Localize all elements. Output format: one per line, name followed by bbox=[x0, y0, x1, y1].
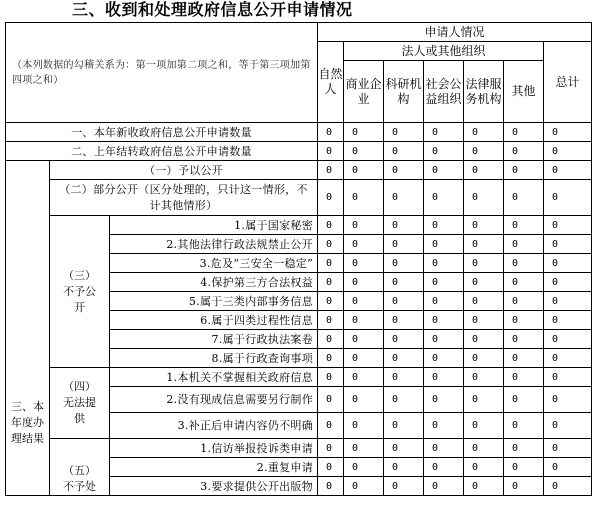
value-cell: 0 bbox=[464, 413, 504, 439]
value-cell: 0 bbox=[424, 142, 464, 161]
value-cell: 0 bbox=[318, 387, 344, 413]
total-header: 总计 bbox=[544, 42, 592, 123]
value-cell: 0 bbox=[424, 273, 464, 292]
value-cell: 0 bbox=[384, 161, 424, 180]
value-cell: 0 bbox=[318, 142, 344, 161]
value-cell: 0 bbox=[318, 273, 344, 292]
row-label: 1.信访举报投诉类申请 bbox=[110, 439, 318, 458]
value-cell: 0 bbox=[504, 439, 544, 458]
value-cell: 0 bbox=[464, 311, 504, 330]
row-label: 一、本年新收政府信息公开申请数量 bbox=[6, 123, 318, 142]
value-cell: 0 bbox=[318, 349, 344, 368]
value-cell: 0 bbox=[384, 216, 424, 235]
value-cell: 0 bbox=[544, 387, 592, 413]
table-row bbox=[6, 439, 592, 458]
value-cell: 0 bbox=[504, 142, 544, 161]
table-row bbox=[6, 180, 592, 216]
value-cell: 0 bbox=[424, 439, 464, 458]
value-cell: 0 bbox=[424, 254, 464, 273]
table-row bbox=[6, 142, 592, 161]
value-cell: 0 bbox=[318, 368, 344, 387]
row-label: 6.属于四类过程性信息 bbox=[110, 311, 318, 330]
info-disclosure-table bbox=[5, 22, 592, 496]
value-cell: 0 bbox=[318, 216, 344, 235]
value-cell: 0 bbox=[384, 254, 424, 273]
value-cell: 0 bbox=[544, 292, 592, 311]
value-cell: 0 bbox=[344, 477, 384, 496]
legal-org-header: 法人或其他组织 bbox=[344, 42, 544, 61]
research-header: 科研机构 bbox=[384, 61, 424, 123]
value-cell: 0 bbox=[504, 180, 544, 216]
value-cell: 0 bbox=[344, 123, 384, 142]
row-label: 二、上年结转政府信息公开申请数量 bbox=[6, 142, 318, 161]
value-cell: 0 bbox=[344, 254, 384, 273]
value-cell: 0 bbox=[384, 273, 424, 292]
value-cell: 0 bbox=[424, 387, 464, 413]
value-cell: 0 bbox=[318, 292, 344, 311]
value-cell: 0 bbox=[544, 477, 592, 496]
row-label: 5.属于三类内部事务信息 bbox=[110, 292, 318, 311]
value-cell: 0 bbox=[544, 123, 592, 142]
value-cell: 0 bbox=[344, 311, 384, 330]
value-cell: 0 bbox=[544, 368, 592, 387]
value-cell: 0 bbox=[318, 330, 344, 349]
value-cell: 0 bbox=[464, 349, 504, 368]
value-cell: 0 bbox=[344, 458, 384, 477]
value-cell: 0 bbox=[464, 273, 504, 292]
section-title: 三、收到和处理政府信息公开申请情况 bbox=[72, 0, 353, 19]
value-cell: 0 bbox=[344, 161, 384, 180]
value-cell: 0 bbox=[504, 292, 544, 311]
value-cell: 0 bbox=[384, 387, 424, 413]
value-cell: 0 bbox=[344, 387, 384, 413]
value-cell: 0 bbox=[544, 254, 592, 273]
value-cell: 0 bbox=[424, 330, 464, 349]
value-cell: 0 bbox=[464, 330, 504, 349]
value-cell: 0 bbox=[344, 349, 384, 368]
value-cell: 0 bbox=[344, 273, 384, 292]
value-cell: 0 bbox=[344, 180, 384, 216]
value-cell: 0 bbox=[424, 368, 464, 387]
row-label: 2.其他法律行政法规禁止公开 bbox=[110, 235, 318, 254]
public-welfare-header: 社会公益组织 bbox=[424, 61, 464, 123]
value-cell: 0 bbox=[344, 368, 384, 387]
table-row bbox=[6, 216, 592, 235]
other-header: 其他 bbox=[504, 61, 544, 123]
value-cell: 0 bbox=[464, 368, 504, 387]
value-cell: 0 bbox=[544, 330, 592, 349]
value-cell: 0 bbox=[504, 216, 544, 235]
value-cell: 0 bbox=[424, 477, 464, 496]
natural-person-header: 自然人 bbox=[318, 42, 344, 123]
value-cell: 0 bbox=[544, 142, 592, 161]
value-cell: 0 bbox=[464, 477, 504, 496]
value-cell: 0 bbox=[384, 413, 424, 439]
value-cell: 0 bbox=[464, 161, 504, 180]
value-cell: 0 bbox=[318, 180, 344, 216]
value-cell: 0 bbox=[344, 216, 384, 235]
value-cell: 0 bbox=[504, 368, 544, 387]
value-cell: 0 bbox=[464, 458, 504, 477]
value-cell: 0 bbox=[424, 123, 464, 142]
value-cell: 0 bbox=[464, 254, 504, 273]
value-cell: 0 bbox=[344, 235, 384, 254]
row-label: 3.危及“三安全一稳定” bbox=[110, 254, 318, 273]
value-cell: 0 bbox=[424, 161, 464, 180]
value-cell: 0 bbox=[384, 368, 424, 387]
value-cell: 0 bbox=[344, 413, 384, 439]
row-label: 7.属于行政执法案卷 bbox=[110, 330, 318, 349]
value-cell: 0 bbox=[424, 458, 464, 477]
row-label: 3.要求提供公开出版物 bbox=[110, 477, 318, 496]
value-cell: 0 bbox=[424, 311, 464, 330]
value-cell: 0 bbox=[384, 180, 424, 216]
row-label: （二）部分公开（区分处理的，只计这一情形，不计其他情形） bbox=[50, 180, 318, 216]
value-cell: 0 bbox=[464, 387, 504, 413]
row-label: 2.没有现成信息需要另行制作 bbox=[110, 387, 318, 413]
value-cell: 0 bbox=[424, 235, 464, 254]
table-row bbox=[6, 161, 592, 180]
value-cell: 0 bbox=[544, 273, 592, 292]
category-not-disclosed: （三）不予公开 bbox=[50, 216, 110, 368]
value-cell: 0 bbox=[544, 216, 592, 235]
section-three-label: 三、本年度办理结果 bbox=[6, 161, 50, 496]
value-cell: 0 bbox=[504, 330, 544, 349]
value-cell: 0 bbox=[464, 142, 504, 161]
value-cell: 0 bbox=[318, 311, 344, 330]
row-label: 4.保护第三方合法权益 bbox=[110, 273, 318, 292]
value-cell: 0 bbox=[504, 458, 544, 477]
value-cell: 0 bbox=[344, 142, 384, 161]
value-cell: 0 bbox=[544, 439, 592, 458]
legal-service-header: 法律服务机构 bbox=[464, 61, 504, 123]
value-cell: 0 bbox=[424, 349, 464, 368]
applicant-header: 申请人情况 bbox=[318, 23, 592, 42]
row-label: 8.属于行政查询事项 bbox=[110, 349, 318, 368]
row-label: 2.重复申请 bbox=[110, 458, 318, 477]
row-label: 1.属于国家秘密 bbox=[110, 216, 318, 235]
value-cell: 0 bbox=[384, 123, 424, 142]
category-cannot-provide: （四）无法提供 bbox=[50, 368, 110, 439]
value-cell: 0 bbox=[318, 458, 344, 477]
value-cell: 0 bbox=[424, 216, 464, 235]
value-cell: 0 bbox=[318, 123, 344, 142]
value-cell: 0 bbox=[344, 292, 384, 311]
value-cell: 0 bbox=[384, 458, 424, 477]
value-cell: 0 bbox=[504, 477, 544, 496]
value-cell: 0 bbox=[384, 477, 424, 496]
value-cell: 0 bbox=[344, 439, 384, 458]
value-cell: 0 bbox=[464, 292, 504, 311]
value-cell: 0 bbox=[544, 349, 592, 368]
value-cell: 0 bbox=[504, 235, 544, 254]
value-cell: 0 bbox=[544, 311, 592, 330]
table-row bbox=[6, 368, 592, 387]
value-cell: 0 bbox=[384, 311, 424, 330]
commercial-header: 商业企业 bbox=[344, 61, 384, 123]
value-cell: 0 bbox=[424, 292, 464, 311]
value-cell: 0 bbox=[318, 413, 344, 439]
value-cell: 0 bbox=[384, 142, 424, 161]
row-label: 1.本机关不掌握相关政府信息 bbox=[110, 368, 318, 387]
value-cell: 0 bbox=[464, 180, 504, 216]
value-cell: 0 bbox=[544, 235, 592, 254]
value-cell: 0 bbox=[464, 235, 504, 254]
value-cell: 0 bbox=[504, 413, 544, 439]
value-cell: 0 bbox=[318, 477, 344, 496]
value-cell: 0 bbox=[384, 292, 424, 311]
value-cell: 0 bbox=[544, 458, 592, 477]
value-cell: 0 bbox=[384, 349, 424, 368]
value-cell: 0 bbox=[318, 439, 344, 458]
note-cell: （本列数据的勾稽关系为：第一项加第二项之和，等于第三项加第四项之和） bbox=[6, 23, 318, 123]
value-cell: 0 bbox=[504, 311, 544, 330]
value-cell: 0 bbox=[384, 330, 424, 349]
value-cell: 0 bbox=[544, 161, 592, 180]
value-cell: 0 bbox=[504, 254, 544, 273]
value-cell: 0 bbox=[384, 235, 424, 254]
value-cell: 0 bbox=[344, 330, 384, 349]
value-cell: 0 bbox=[464, 439, 504, 458]
value-cell: 0 bbox=[464, 216, 504, 235]
value-cell: 0 bbox=[544, 413, 592, 439]
value-cell: 0 bbox=[384, 439, 424, 458]
value-cell: 0 bbox=[318, 235, 344, 254]
value-cell: 0 bbox=[504, 123, 544, 142]
value-cell: 0 bbox=[464, 123, 504, 142]
row-label: （一）予以公开 bbox=[50, 161, 318, 180]
value-cell: 0 bbox=[504, 349, 544, 368]
value-cell: 0 bbox=[424, 180, 464, 216]
value-cell: 0 bbox=[504, 387, 544, 413]
value-cell: 0 bbox=[318, 161, 344, 180]
value-cell: 0 bbox=[544, 180, 592, 216]
row-label: 3.补正后申请内容仍不明确 bbox=[110, 413, 318, 439]
category-not-processed: （五）不予处 bbox=[50, 439, 110, 496]
value-cell: 0 bbox=[504, 161, 544, 180]
value-cell: 0 bbox=[504, 273, 544, 292]
table-row bbox=[6, 123, 592, 142]
value-cell: 0 bbox=[424, 413, 464, 439]
value-cell: 0 bbox=[318, 254, 344, 273]
